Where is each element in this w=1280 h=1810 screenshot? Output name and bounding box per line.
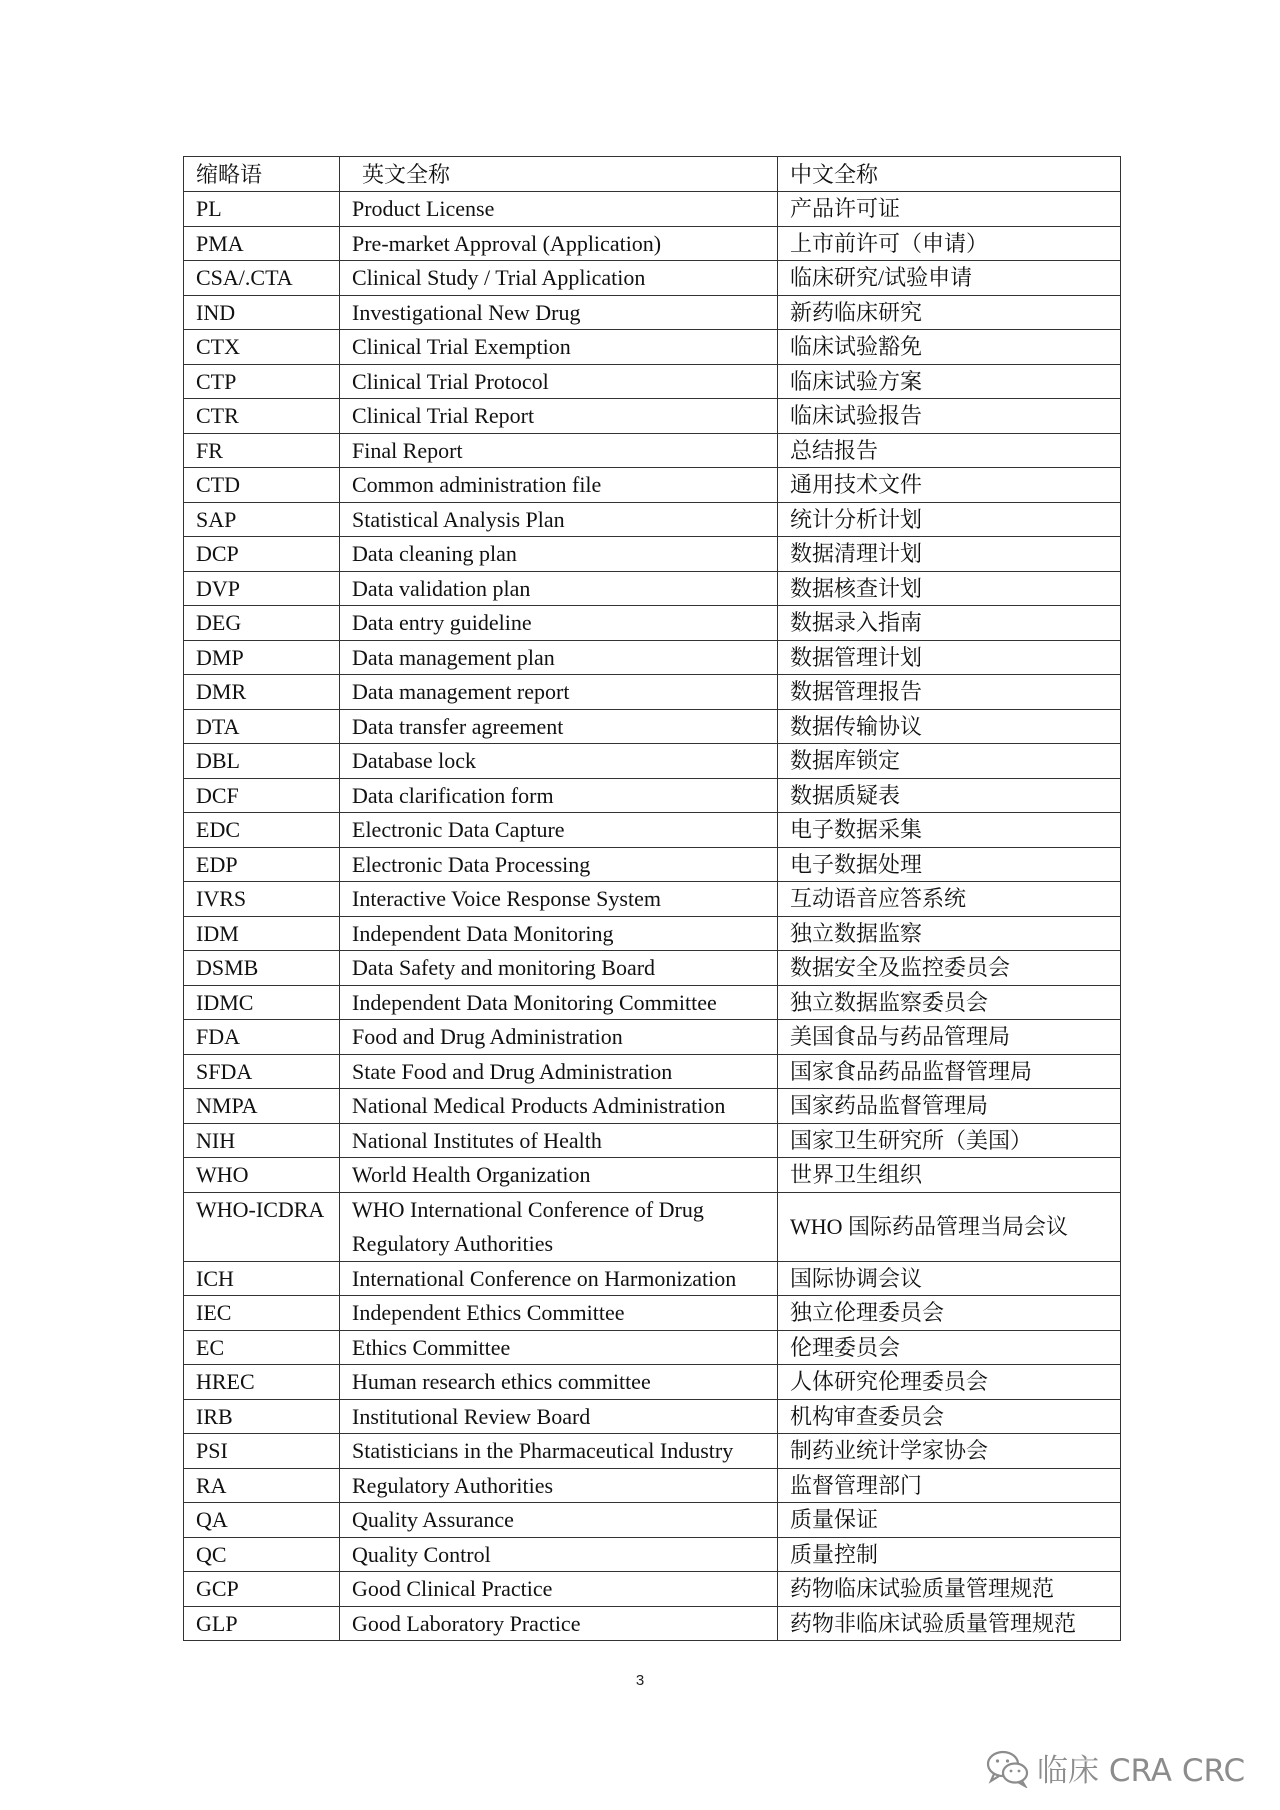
cell-abbreviation: WHO-ICDRA	[184, 1192, 340, 1261]
cell-chinese-name: 电子数据处理	[778, 847, 1121, 882]
table-row	[184, 1503, 1121, 1538]
cell-abbreviation: EDC	[184, 813, 340, 848]
cell-abbreviation: GCP	[184, 1572, 340, 1607]
cell-english-name: Data validation plan	[340, 571, 778, 606]
table-row	[184, 1572, 1121, 1607]
table-row	[184, 1020, 1121, 1055]
table-row	[184, 468, 1121, 503]
abbreviation-table	[183, 156, 1121, 1641]
cell-abbreviation: PL	[184, 192, 340, 227]
cell-english-name: World Health Organization	[340, 1158, 778, 1193]
cell-chinese-name: 数据管理报告	[778, 675, 1121, 710]
cell-abbreviation: FDA	[184, 1020, 340, 1055]
cell-abbreviation: CTX	[184, 330, 340, 365]
table-body	[184, 192, 1121, 1641]
cell-abbreviation: DCP	[184, 537, 340, 572]
cell-english-name: Institutional Review Board	[340, 1399, 778, 1434]
cell-chinese-name: 独立数据监察	[778, 916, 1121, 951]
cell-chinese-name: 国际协调会议	[778, 1261, 1121, 1296]
cell-abbreviation: QA	[184, 1503, 340, 1538]
table-row	[184, 744, 1121, 779]
cell-abbreviation: DTA	[184, 709, 340, 744]
cell-abbreviation: IVRS	[184, 882, 340, 917]
cell-chinese-name: 数据质疑表	[778, 778, 1121, 813]
cell-chinese-name: 数据清理计划	[778, 537, 1121, 572]
cell-english-name: Product License	[340, 192, 778, 227]
table-row	[184, 192, 1121, 227]
cell-chinese-name: 临床研究/试验申请	[778, 261, 1121, 296]
table-row	[184, 537, 1121, 572]
cell-english-name: Good Clinical Practice	[340, 1572, 778, 1607]
table-row	[184, 295, 1121, 330]
cell-english-name: Independent Data Monitoring	[340, 916, 778, 951]
table-row	[184, 1123, 1121, 1158]
table-row	[184, 951, 1121, 986]
cell-english-name: Electronic Data Capture	[340, 813, 778, 848]
cell-english-name: Statisticians in the Pharmaceutical Industry	[340, 1434, 778, 1469]
table-row	[184, 399, 1121, 434]
cell-chinese-name: 独立伦理委员会	[778, 1296, 1121, 1331]
table-row	[184, 330, 1121, 365]
cell-english-name: Common administration file	[340, 468, 778, 503]
cell-english-name: Final Report	[340, 433, 778, 468]
cell-english-name: Investigational New Drug	[340, 295, 778, 330]
table-row	[184, 1606, 1121, 1641]
cell-chinese-name: 国家食品药品监督管理局	[778, 1054, 1121, 1089]
table-row	[184, 1399, 1121, 1434]
cell-chinese-name: 独立数据监察委员会	[778, 985, 1121, 1020]
cell-chinese-name: 制药业统计学家协会	[778, 1434, 1121, 1469]
cell-chinese-name: 美国食品与药品管理局	[778, 1020, 1121, 1055]
cell-abbreviation: DVP	[184, 571, 340, 606]
cell-english-name: Database lock	[340, 744, 778, 779]
table-row	[184, 1296, 1121, 1331]
cell-chinese-name: 监督管理部门	[778, 1468, 1121, 1503]
table-row	[184, 571, 1121, 606]
cell-english-name: Clinical Trial Exemption	[340, 330, 778, 365]
cell-english-name: Food and Drug Administration	[340, 1020, 778, 1055]
table-row	[184, 1054, 1121, 1089]
cell-english-name: Data transfer agreement	[340, 709, 778, 744]
cell-abbreviation: DMP	[184, 640, 340, 675]
cell-english-name: National Medical Products Administration	[340, 1089, 778, 1124]
table-row	[184, 847, 1121, 882]
cell-english-name: Regulatory Authorities	[340, 1468, 778, 1503]
page-number: 3	[635, 1672, 645, 1689]
cell-chinese-name: 数据安全及监控委员会	[778, 951, 1121, 986]
cell-english-name: National Institutes of Health	[340, 1123, 778, 1158]
table-row	[184, 1330, 1121, 1365]
cell-english-name: Data cleaning plan	[340, 537, 778, 572]
cell-chinese-name: 数据库锁定	[778, 744, 1121, 779]
table-row	[184, 1537, 1121, 1572]
cell-abbreviation: CTR	[184, 399, 340, 434]
cell-abbreviation: SFDA	[184, 1054, 340, 1089]
cell-abbreviation: IEC	[184, 1296, 340, 1331]
cell-english-name: Independent Data Monitoring Committee	[340, 985, 778, 1020]
cell-abbreviation: IDMC	[184, 985, 340, 1020]
cell-chinese-name: 临床试验方案	[778, 364, 1121, 399]
cell-chinese-name: 数据核查计划	[778, 571, 1121, 606]
cell-chinese-name: 电子数据采集	[778, 813, 1121, 848]
cell-chinese-name: 数据传输协议	[778, 709, 1121, 744]
cell-chinese-name: 机构审查委员会	[778, 1399, 1121, 1434]
cell-chinese-name: 药物非临床试验质量管理规范	[778, 1606, 1121, 1641]
cell-english-name: Clinical Trial Protocol	[340, 364, 778, 399]
cell-english-name: State Food and Drug Administration	[340, 1054, 778, 1089]
cell-abbreviation: ICH	[184, 1261, 340, 1296]
table-row	[184, 364, 1121, 399]
cell-abbreviation: NIH	[184, 1123, 340, 1158]
cell-chinese-name: 质量控制	[778, 1537, 1121, 1572]
cell-abbreviation: EDP	[184, 847, 340, 882]
table-row	[184, 709, 1121, 744]
cell-chinese-name: 人体研究伦理委员会	[778, 1365, 1121, 1400]
watermark	[985, 1745, 1245, 1790]
table-row	[184, 985, 1121, 1020]
cell-english-name: Ethics Committee	[340, 1330, 778, 1365]
header-chinese-name: 中文全称	[778, 157, 1121, 192]
table-row	[184, 502, 1121, 537]
cell-abbreviation: IND	[184, 295, 340, 330]
cell-abbreviation: DBL	[184, 744, 340, 779]
table-row	[184, 1434, 1121, 1469]
cell-english-name: Independent Ethics Committee	[340, 1296, 778, 1331]
table-row	[184, 1089, 1121, 1124]
cell-english-name: Data entry guideline	[340, 606, 778, 641]
table-row	[184, 1261, 1121, 1296]
cell-abbreviation: CSA/.CTA	[184, 261, 340, 296]
cell-english-name: Quality Control	[340, 1537, 778, 1572]
cell-abbreviation: WHO	[184, 1158, 340, 1193]
watermark-text: 临床 CRA CRC	[1037, 1753, 1246, 1789]
table-row	[184, 675, 1121, 710]
cell-english-name: International Conference on Harmonization	[340, 1261, 778, 1296]
cell-chinese-name: 国家卫生研究所（美国）	[778, 1123, 1121, 1158]
cell-english-name: Data Safety and monitoring Board	[340, 951, 778, 986]
table-row	[184, 813, 1121, 848]
table-row	[184, 261, 1121, 296]
cell-chinese-name: 数据管理计划	[778, 640, 1121, 675]
cell-abbreviation: DMR	[184, 675, 340, 710]
cell-english-name: Human research ethics committee	[340, 1365, 778, 1400]
cell-abbreviation: CTD	[184, 468, 340, 503]
table-row	[184, 640, 1121, 675]
cell-chinese-name: 总结报告	[778, 433, 1121, 468]
cell-chinese-name: 互动语音应答系统	[778, 882, 1121, 917]
cell-abbreviation: IRB	[184, 1399, 340, 1434]
cell-chinese-name: 临床试验豁免	[778, 330, 1121, 365]
wechat-icon	[985, 1748, 1031, 1788]
cell-abbreviation: IDM	[184, 916, 340, 951]
cell-chinese-name: 药物临床试验质量管理规范	[778, 1572, 1121, 1607]
table-row	[184, 1365, 1121, 1400]
cell-abbreviation: QC	[184, 1537, 340, 1572]
table-row	[184, 1192, 1121, 1261]
cell-abbreviation: NMPA	[184, 1089, 340, 1124]
cell-english-name: Data management plan	[340, 640, 778, 675]
cell-chinese-name: 临床试验报告	[778, 399, 1121, 434]
cell-abbreviation: SAP	[184, 502, 340, 537]
table-row	[184, 882, 1121, 917]
table-row	[184, 1158, 1121, 1193]
header-english-name: 英文全称	[340, 157, 778, 192]
cell-abbreviation: DCF	[184, 778, 340, 813]
cell-chinese-name: 上市前许可（申请）	[778, 226, 1121, 261]
table-row	[184, 606, 1121, 641]
cell-chinese-name: 数据录入指南	[778, 606, 1121, 641]
cell-chinese-name: 世界卫生组织	[778, 1158, 1121, 1193]
cell-abbreviation: EC	[184, 1330, 340, 1365]
cell-chinese-name: 新药临床研究	[778, 295, 1121, 330]
cell-chinese-name: WHO 国际药品管理当局会议	[778, 1192, 1121, 1261]
table-row	[184, 778, 1121, 813]
cell-english-name: Good Laboratory Practice	[340, 1606, 778, 1641]
cell-chinese-name: 统计分析计划	[778, 502, 1121, 537]
cell-english-name: Pre-market Approval (Application)	[340, 226, 778, 261]
cell-chinese-name: 产品许可证	[778, 192, 1121, 227]
cell-abbreviation: HREC	[184, 1365, 340, 1400]
table-row	[184, 1468, 1121, 1503]
cell-chinese-name: 国家药品监督管理局	[778, 1089, 1121, 1124]
cell-chinese-name: 通用技术文件	[778, 468, 1121, 503]
table-row	[184, 433, 1121, 468]
cell-english-name: Statistical Analysis Plan	[340, 502, 778, 537]
cell-chinese-name: 伦理委员会	[778, 1330, 1121, 1365]
cell-english-name: Clinical Trial Report	[340, 399, 778, 434]
cell-english-name: Data clarification form	[340, 778, 778, 813]
cell-abbreviation: DSMB	[184, 951, 340, 986]
cell-english-name: WHO International Conference of Drug Regulatory Authorities	[340, 1192, 778, 1261]
cell-abbreviation: PMA	[184, 226, 340, 261]
cell-abbreviation: PSI	[184, 1434, 340, 1469]
cell-abbreviation: RA	[184, 1468, 340, 1503]
header-abbreviation: 缩略语	[184, 157, 340, 192]
cell-english-name: Data management report	[340, 675, 778, 710]
cell-abbreviation: DEG	[184, 606, 340, 641]
cell-abbreviation: CTP	[184, 364, 340, 399]
table-row	[184, 226, 1121, 261]
cell-abbreviation: GLP	[184, 1606, 340, 1641]
table-header-row	[184, 157, 1121, 192]
table-row	[184, 916, 1121, 951]
cell-english-name: Quality Assurance	[340, 1503, 778, 1538]
cell-abbreviation: FR	[184, 433, 340, 468]
cell-english-name: Electronic Data Processing	[340, 847, 778, 882]
cell-english-name: Clinical Study / Trial Application	[340, 261, 778, 296]
cell-chinese-name: 质量保证	[778, 1503, 1121, 1538]
cell-english-name: Interactive Voice Response System	[340, 882, 778, 917]
